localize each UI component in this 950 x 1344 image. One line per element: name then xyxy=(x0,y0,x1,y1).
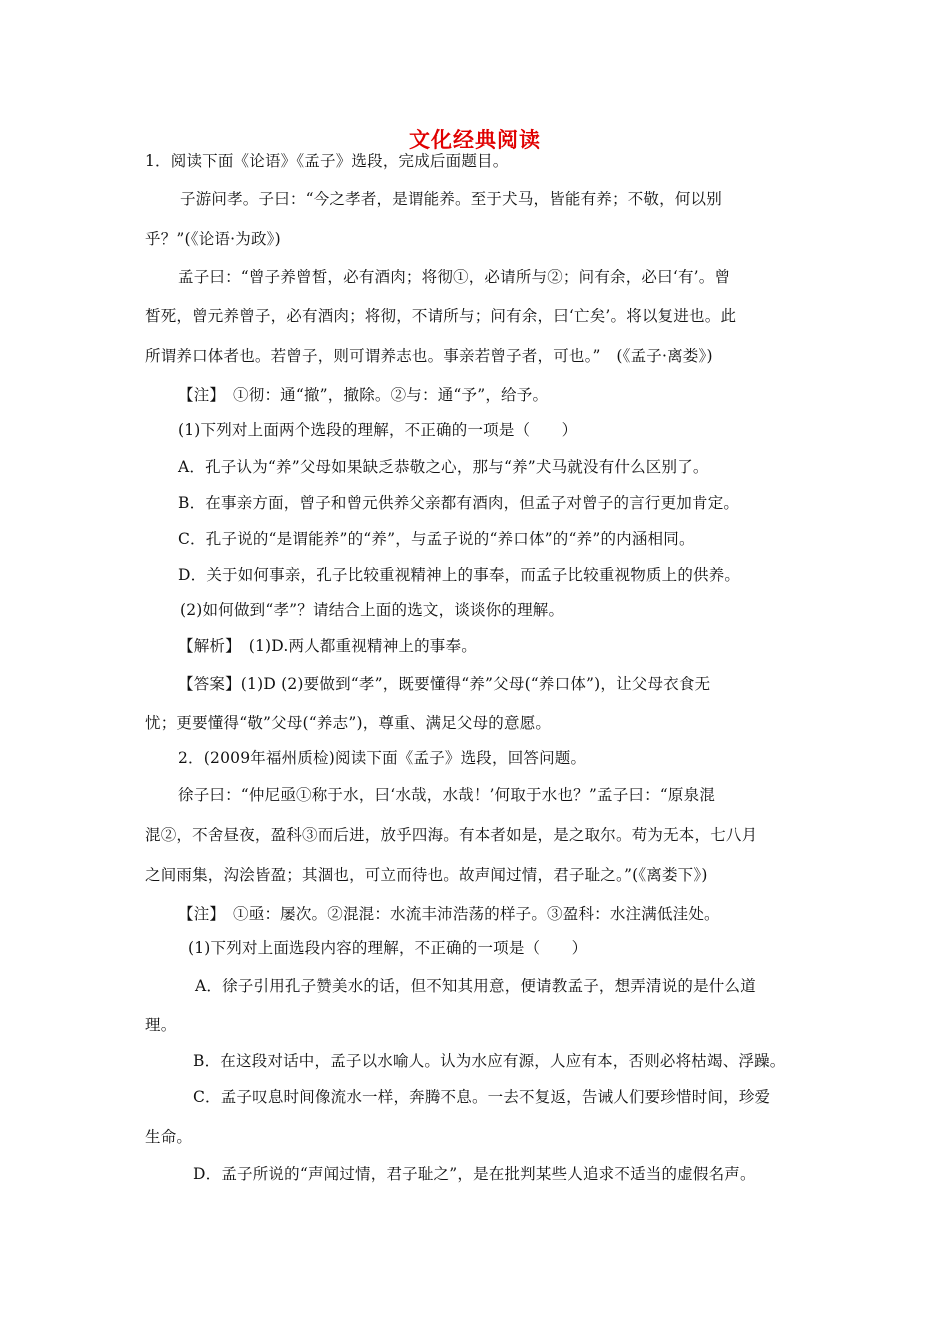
mengzi-passage-line-2: 皙死，曾元养曾子，必有酒肉；将彻，不请所与；问有余，曰‘亡矣’。将以复进也。此 xyxy=(145,307,737,325)
q2-option-c-line-2: 生命。 xyxy=(145,1128,193,1146)
lunyu-passage-line-2: 乎？”(《论语·为政》) xyxy=(145,230,281,248)
question-2-heading: 2．(2009年福州质检)阅读下面《孟子》选段，回答问题。 xyxy=(178,749,587,767)
xuzi-passage-line-3: 之间雨集，沟浍皆盈；其涸也，可立而待也。故声闻过情，君子耻之。”(《离娄下》) xyxy=(145,866,708,884)
xuzi-passage-line-2: 混②，不舍昼夜，盈科③而后进，放乎四海。有本者如是，是之取尔。苟为无本，七八月 xyxy=(145,826,758,844)
page-title: 文化经典阅读 xyxy=(409,128,541,152)
answer-1-line-2: 忧；更要懂得“敬”父母(“养志”)，尊重、满足父母的意愿。 xyxy=(145,714,552,732)
q2-option-a-line-2: 理。 xyxy=(145,1016,177,1034)
question-1-2-stem: (2)如何做到“孝”？请结合上面的选文，谈谈你的理解。 xyxy=(180,601,565,619)
question-1-1-stem: (1)下列对上面两个选段的理解，不正确的一项是（ ） xyxy=(178,421,578,439)
note-1: 【注】 ①彻：通“撤”，撤除。②与：通“予”，给予。 xyxy=(178,386,549,404)
question-2-1-stem: (1)下列对上面选段内容的理解，不正确的一项是（ ） xyxy=(188,939,588,957)
q1-option-d: D．关于如何事亲，孔子比较重视精神上的事奉，而孟子比较重视物质上的供养。 xyxy=(178,566,741,584)
analysis-1: 【解析】 (1)D.两人都重视精神上的事奉。 xyxy=(178,637,477,655)
mengzi-passage-line-1: 孟子曰：“曾子养曾皙，必有酒肉；将彻①，必请所与②；问有余，必曰‘有’。曾 xyxy=(178,268,731,286)
q2-option-b: B．在这段对话中，孟子以水喻人。认为水应有源，人应有本，否则必将枯竭、浮躁。 xyxy=(193,1052,786,1070)
note-2: 【注】 ①亟：屡次。②混混：水流丰沛浩荡的样子。③盈科：水注满低洼处。 xyxy=(178,905,720,923)
q2-option-c-line-1: C．孟子叹息时间像流水一样，奔腾不息。一去不复返，告诫人们要珍惜时间，珍爱 xyxy=(193,1088,771,1106)
question-1-heading: 1．阅读下面《论语》《孟子》选段，完成后面题目。 xyxy=(145,152,509,170)
mengzi-passage-line-3: 所谓养口体者也。若曾子，则可谓养志也。事亲若曾子者，可也。” (《孟子·离娄》) xyxy=(145,347,713,365)
q2-option-d: D．孟子所说的“声闻过情，君子耻之”，是在批判某些人追求不适当的虚假名声。 xyxy=(193,1165,756,1183)
q1-option-b: B．在事亲方面，曾子和曾元供养父亲都有酒肉，但孟子对曾子的言行更加肯定。 xyxy=(178,494,740,512)
q1-option-c: C．孔子说的“是谓能养”的“养”，与孟子说的“养口体”的“养”的内涵相同。 xyxy=(178,530,695,548)
answer-1-line-1: 【答案】(1)D (2)要做到“孝”，既要懂得“养”父母(“养口体”)，让父母衣食无 xyxy=(178,675,711,693)
q2-option-a-line-1: A．徐子引用孔子赞美水的话，但不知其用意，便请教孟子，想弄清说的是什么道 xyxy=(195,977,756,995)
xuzi-passage-line-1: 徐子曰：“仲尼亟①称于水，曰‘水哉，水哉！’何取于水也？”孟子曰：“原泉混 xyxy=(178,786,716,804)
q1-option-a: A．孔子认为“养”父母如果缺乏恭敬之心，那与“养”犬马就没有什么区别了。 xyxy=(178,458,709,476)
lunyu-passage-line-1: 子游问孝。子曰：“今之孝者，是谓能养。至于犬马，皆能有养；不敬，何以别 xyxy=(180,190,722,208)
